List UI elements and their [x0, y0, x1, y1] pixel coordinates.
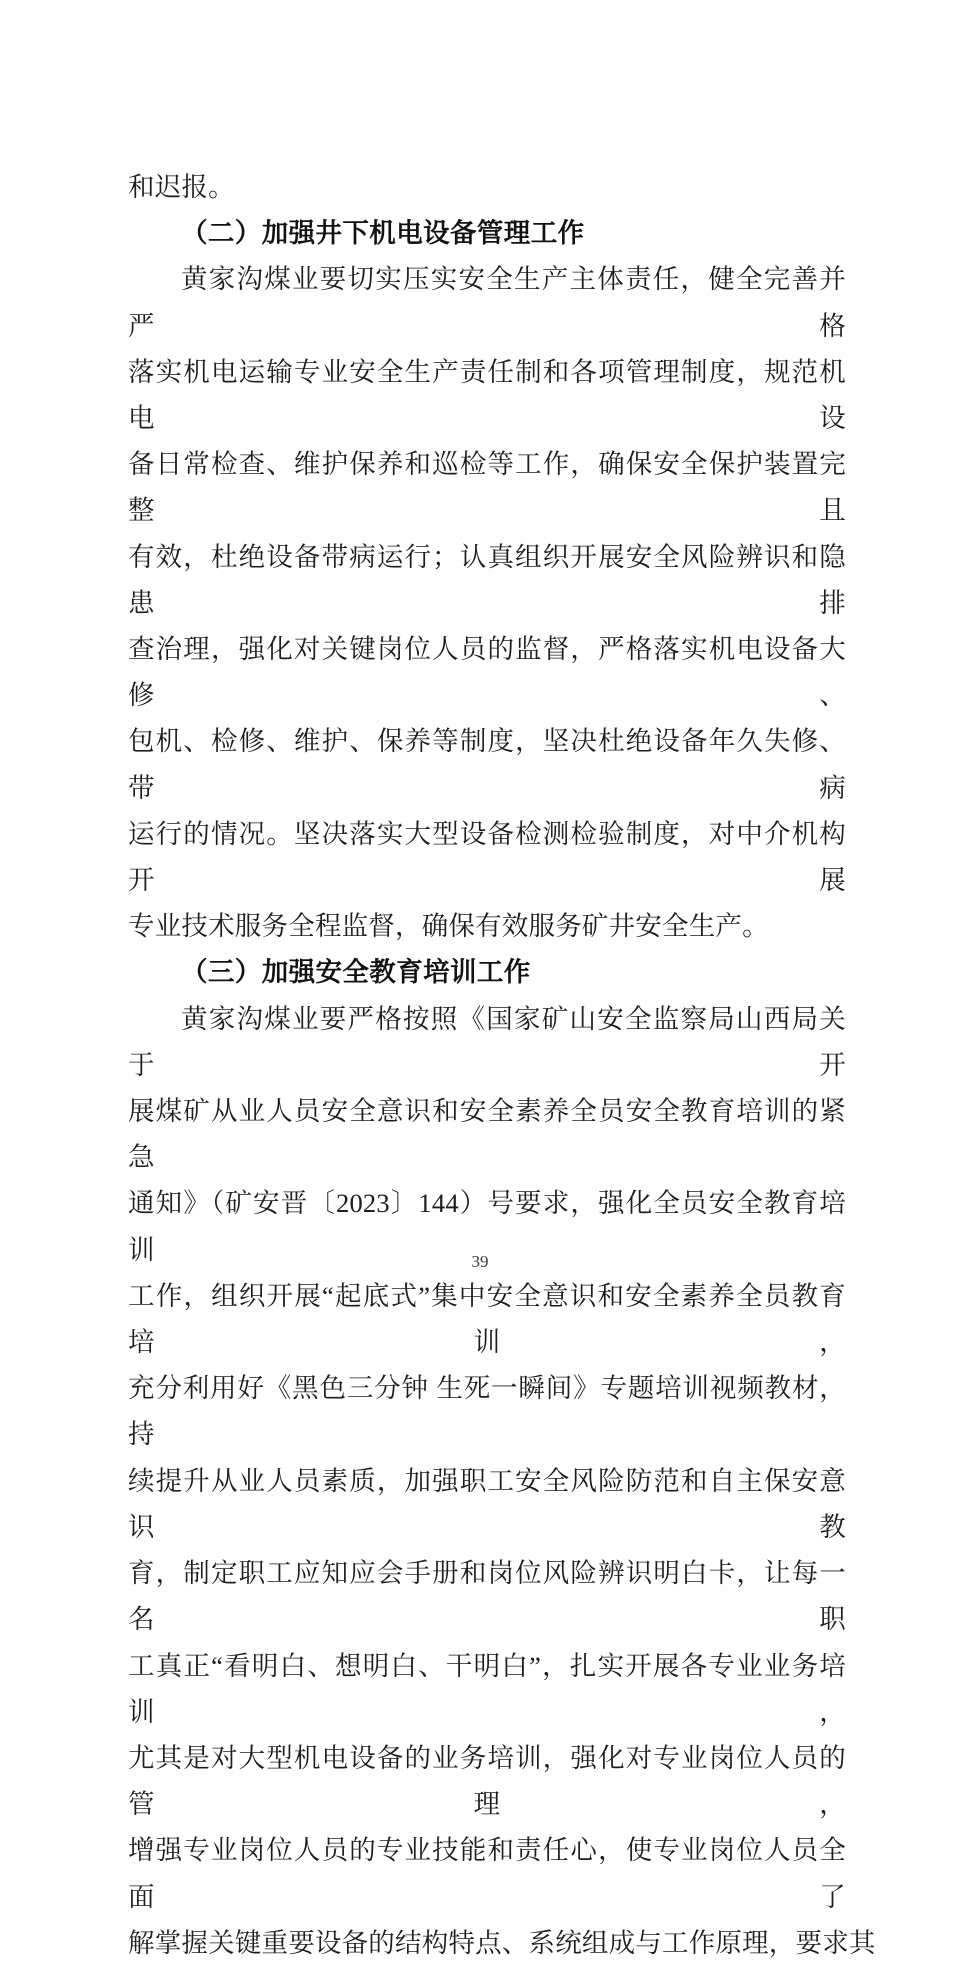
text-line: 专业技术服务全程监督，确保有效服务矿井安全生产。	[128, 911, 769, 942]
text-line: 落实机电运输专业安全生产责任制和各项管理制度，规范机电设	[128, 356, 846, 434]
section-heading: （二）加强井下机电设备管理工作	[181, 218, 585, 249]
text-line: 工真正“看明白、想明白、干明白”，扎实开展各专业业务培训，	[128, 1650, 846, 1727]
text-line: 增强专业岗位人员的专业技能和责任心，使专业岗位人员全面了	[128, 1835, 846, 1912]
section-heading: （三）加强安全教育培训工作	[181, 957, 531, 988]
paragraph	[128, 164, 846, 210]
text-line: 续提升从业人员素质，加强职工安全风险防范和自主保安意识教	[128, 1465, 846, 1542]
text-line: 解掌握关键重要设备的结构特点、系统组成与工作原理，要求其	[128, 1927, 876, 1958]
text-line: 黄家沟煤业要严格按照《国家矿山安全监察局山西局关于开	[128, 1003, 846, 1080]
text-line: 查治理，强化对关键岗位人员的监督，严格落实机电设备大修、	[128, 634, 846, 711]
text-line: 有效，杜绝设备带病运行；认真组织开展安全风险辨识和隐患排	[128, 541, 846, 618]
text-line: 尤其是对大型机电设备的业务培训，强化对专业岗位人员的管理，	[128, 1742, 846, 1820]
page-number: 39	[471, 1252, 489, 1271]
text-line: 和迟报。	[128, 172, 235, 202]
text-line: 通知》（矿安晋〔2023〕144）号要求，强化全员安全教育培训	[128, 1188, 846, 1265]
document-body	[128, 164, 876, 1966]
text-line: 工作，组织开展“起底式”集中安全意识和安全素养全员教育培训，	[128, 1280, 846, 1358]
text-line: 展煤矿从业人员安全意识和安全素养全员安全教育培训的紧急	[128, 1096, 846, 1173]
text-line: 运行的情况。坚决落实大型设备检测检验制度，对中介机构开展	[128, 818, 846, 896]
text-line: 备日常检查、维护保养和巡检等工作，确保安全保护装置完整且	[128, 449, 846, 526]
text-line: 包机、检修、维护、保养等制度，坚决杜绝设备年久失修、带病	[128, 726, 846, 803]
paragraph	[128, 996, 876, 1966]
text-line: 黄家沟煤业要切实压实安全生产主体责任，健全完善并严格	[128, 264, 846, 341]
text-line: 育，制定职工应知应会手册和岗位风险辨识明白卡，让每一名职	[128, 1558, 846, 1635]
paragraph	[128, 256, 846, 949]
text-line: 充分利用好《黑色三分钟 生死一瞬间》专题培训视频教材，持	[128, 1373, 846, 1450]
